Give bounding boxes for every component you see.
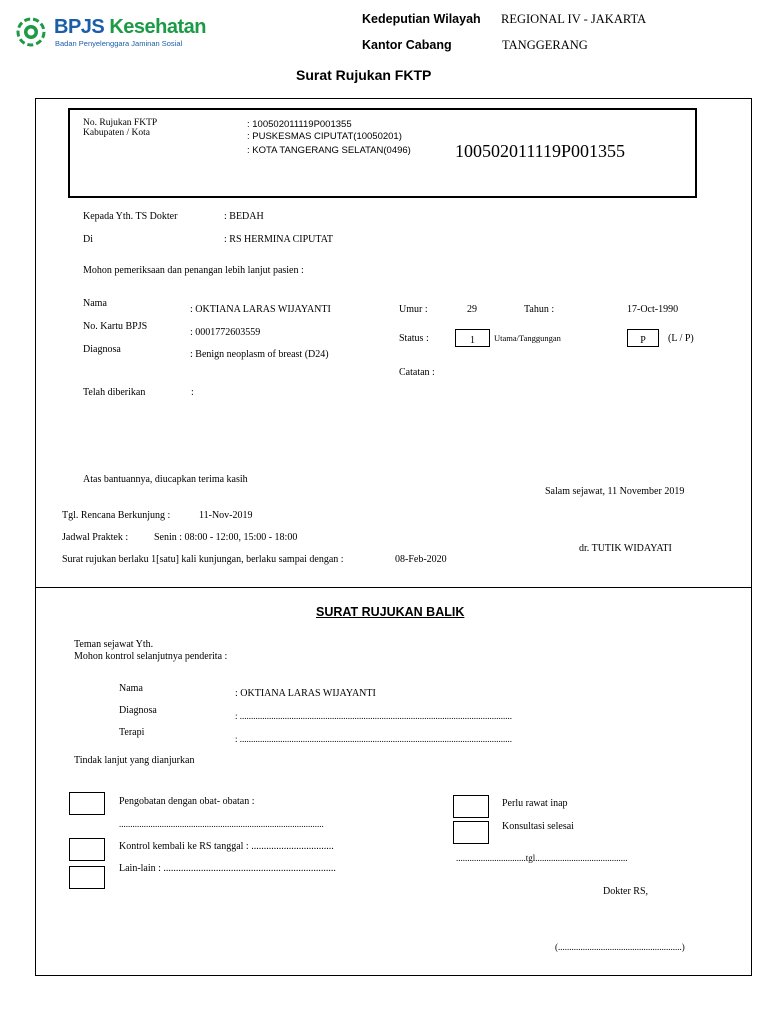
berlaku-text: Surat rujukan berlaku 1[satu] kali kunjungan, berlaku sampai dengan :: [62, 554, 344, 565]
catatan-label: Catatan :: [399, 367, 435, 378]
kota-value: : KOTA TANGERANG SELATAN(0496): [247, 145, 411, 156]
section-divider: [35, 587, 752, 588]
kartu-label: No. Kartu BPJS: [83, 321, 148, 332]
kantor-label: Kantor Cabang: [362, 38, 452, 52]
lain-lain-checkbox[interactable]: [69, 866, 105, 889]
mohon-text: Mohon pemeriksaan dan penangan lebih lanjut pasien :: [83, 265, 304, 276]
kantor-value: TANGGERANG: [502, 38, 588, 52]
document-title: Surat Rujukan FKTP: [296, 67, 432, 83]
logo-kesehatan-text: Kesehatan: [109, 16, 206, 38]
umur-label: Umur :: [399, 304, 428, 315]
pengobatan-label: Pengobatan dengan obat- obatan :: [119, 796, 255, 807]
kepada-value: : BEDAH: [224, 211, 264, 222]
bpjs-logo: [16, 14, 206, 50]
kartu-value: : 0001772603559: [190, 327, 261, 338]
jadwal-value: Senin : 08:00 - 12:00, 15:00 - 18:00: [154, 532, 298, 543]
tgl-line: ...............................tgl.........................................: [456, 853, 628, 863]
kontrol-label: Kontrol kembali ke RS tanggal : .................................: [119, 841, 334, 852]
status-box: [455, 329, 490, 347]
nama-label: Nama: [83, 298, 107, 309]
balik-diagnosa-value: : .........................................................................................................................: [235, 711, 513, 721]
balik-title: SURAT RUJUKAN BALIK: [316, 605, 465, 619]
balik-diagnosa-label: Diagnosa: [119, 705, 157, 716]
tgl-rencana-value: 11-Nov-2019: [199, 510, 253, 521]
telah-diberikan-colon: :: [191, 387, 194, 398]
no-rujukan-label: No. Rujukan FKTP: [83, 118, 158, 128]
balik-nama-value: : OKTIANA LARAS WIJAYANTI: [235, 688, 376, 699]
tahun-label: Tahun :: [524, 304, 555, 315]
logo-bpjs-text: BPJS: [54, 16, 105, 38]
dokter-rs-label: Dokter RS,: [603, 886, 648, 897]
di-value: : RS HERMINA CIPUTAT: [224, 234, 333, 245]
salam-text: Salam sejawat, 11 November 2019: [545, 486, 685, 497]
balik-mohon: Mohon kontrol selanjutnya penderita :: [74, 651, 228, 662]
no-rujukan-value: : 100502011119P001355: [247, 119, 352, 130]
puskesmas-value: : PUSKESMAS CIPUTAT(10050201): [247, 131, 402, 142]
diagnosa-label: Diagnosa: [83, 344, 121, 355]
kedeputian-value: REGIONAL IV - JAKARTA: [501, 12, 647, 26]
berlaku-value: 08-Feb-2020: [395, 554, 447, 565]
tgl-rencana-label: Tgl. Rencana Berkunjung :: [62, 510, 171, 521]
kontrol-checkbox[interactable]: [69, 838, 105, 861]
status-description: Utama/Tanggungan: [494, 333, 561, 343]
gender-options: (L / P): [668, 333, 694, 344]
rawat-inap-label: Perlu rawat inap: [502, 798, 568, 809]
balik-terapi-label: Terapi: [119, 727, 145, 738]
telah-diberikan-label: Telah diberikan: [83, 387, 146, 398]
tindak-lanjut-label: Tindak lanjut yang dianjurkan: [74, 755, 195, 766]
reference-number-large: 100502011119P001355: [455, 141, 626, 161]
konsultasi-checkbox[interactable]: [453, 821, 489, 844]
status-label: Status :: [399, 333, 429, 344]
jadwal-label: Jadwal Praktek :: [62, 532, 129, 543]
bpjs-emblem-icon: [16, 17, 46, 47]
rawat-inap-checkbox[interactable]: [453, 795, 489, 818]
diagnosa-value: : Benign neoplasm of breast (D24): [190, 349, 329, 360]
kabupaten-label: Kabupaten / Kota: [83, 128, 151, 138]
lain-lain-label: Lain-lain : .....................................................................: [119, 863, 336, 874]
gender-value: P: [640, 335, 646, 346]
kedeputian-label: Kedeputian Wilayah: [362, 12, 481, 26]
balik-nama-label: Nama: [119, 683, 143, 694]
balik-greeting: Teman sejawat Yth.: [74, 639, 154, 650]
di-label: Di: [83, 234, 93, 245]
doctor-name: dr. TUTIK WIDAYATI: [579, 543, 672, 554]
status-value: 1: [470, 335, 475, 346]
logo-subtitle: Badan Penyelenggara Jaminan Sosial: [55, 39, 183, 48]
konsultasi-label: Konsultasi selesai: [502, 821, 574, 832]
thanks-text: Atas bantuannya, diucapkan terima kasih: [83, 474, 248, 485]
pengobatan-checkbox[interactable]: [69, 792, 105, 815]
signature-line: (.......................................................): [555, 942, 685, 952]
pengobatan-dots: ...........................................................................................: [119, 819, 324, 829]
gender-box: [627, 329, 659, 347]
balik-terapi-value: : .........................................................................................................................: [235, 734, 513, 744]
nama-value: : OKTIANA LARAS WIJAYANTI: [190, 304, 331, 315]
tahun-value: 17-Oct-1990: [627, 304, 679, 315]
umur-value: 29: [467, 304, 477, 315]
kepada-label: Kepada Yth. TS Dokter: [83, 211, 178, 222]
